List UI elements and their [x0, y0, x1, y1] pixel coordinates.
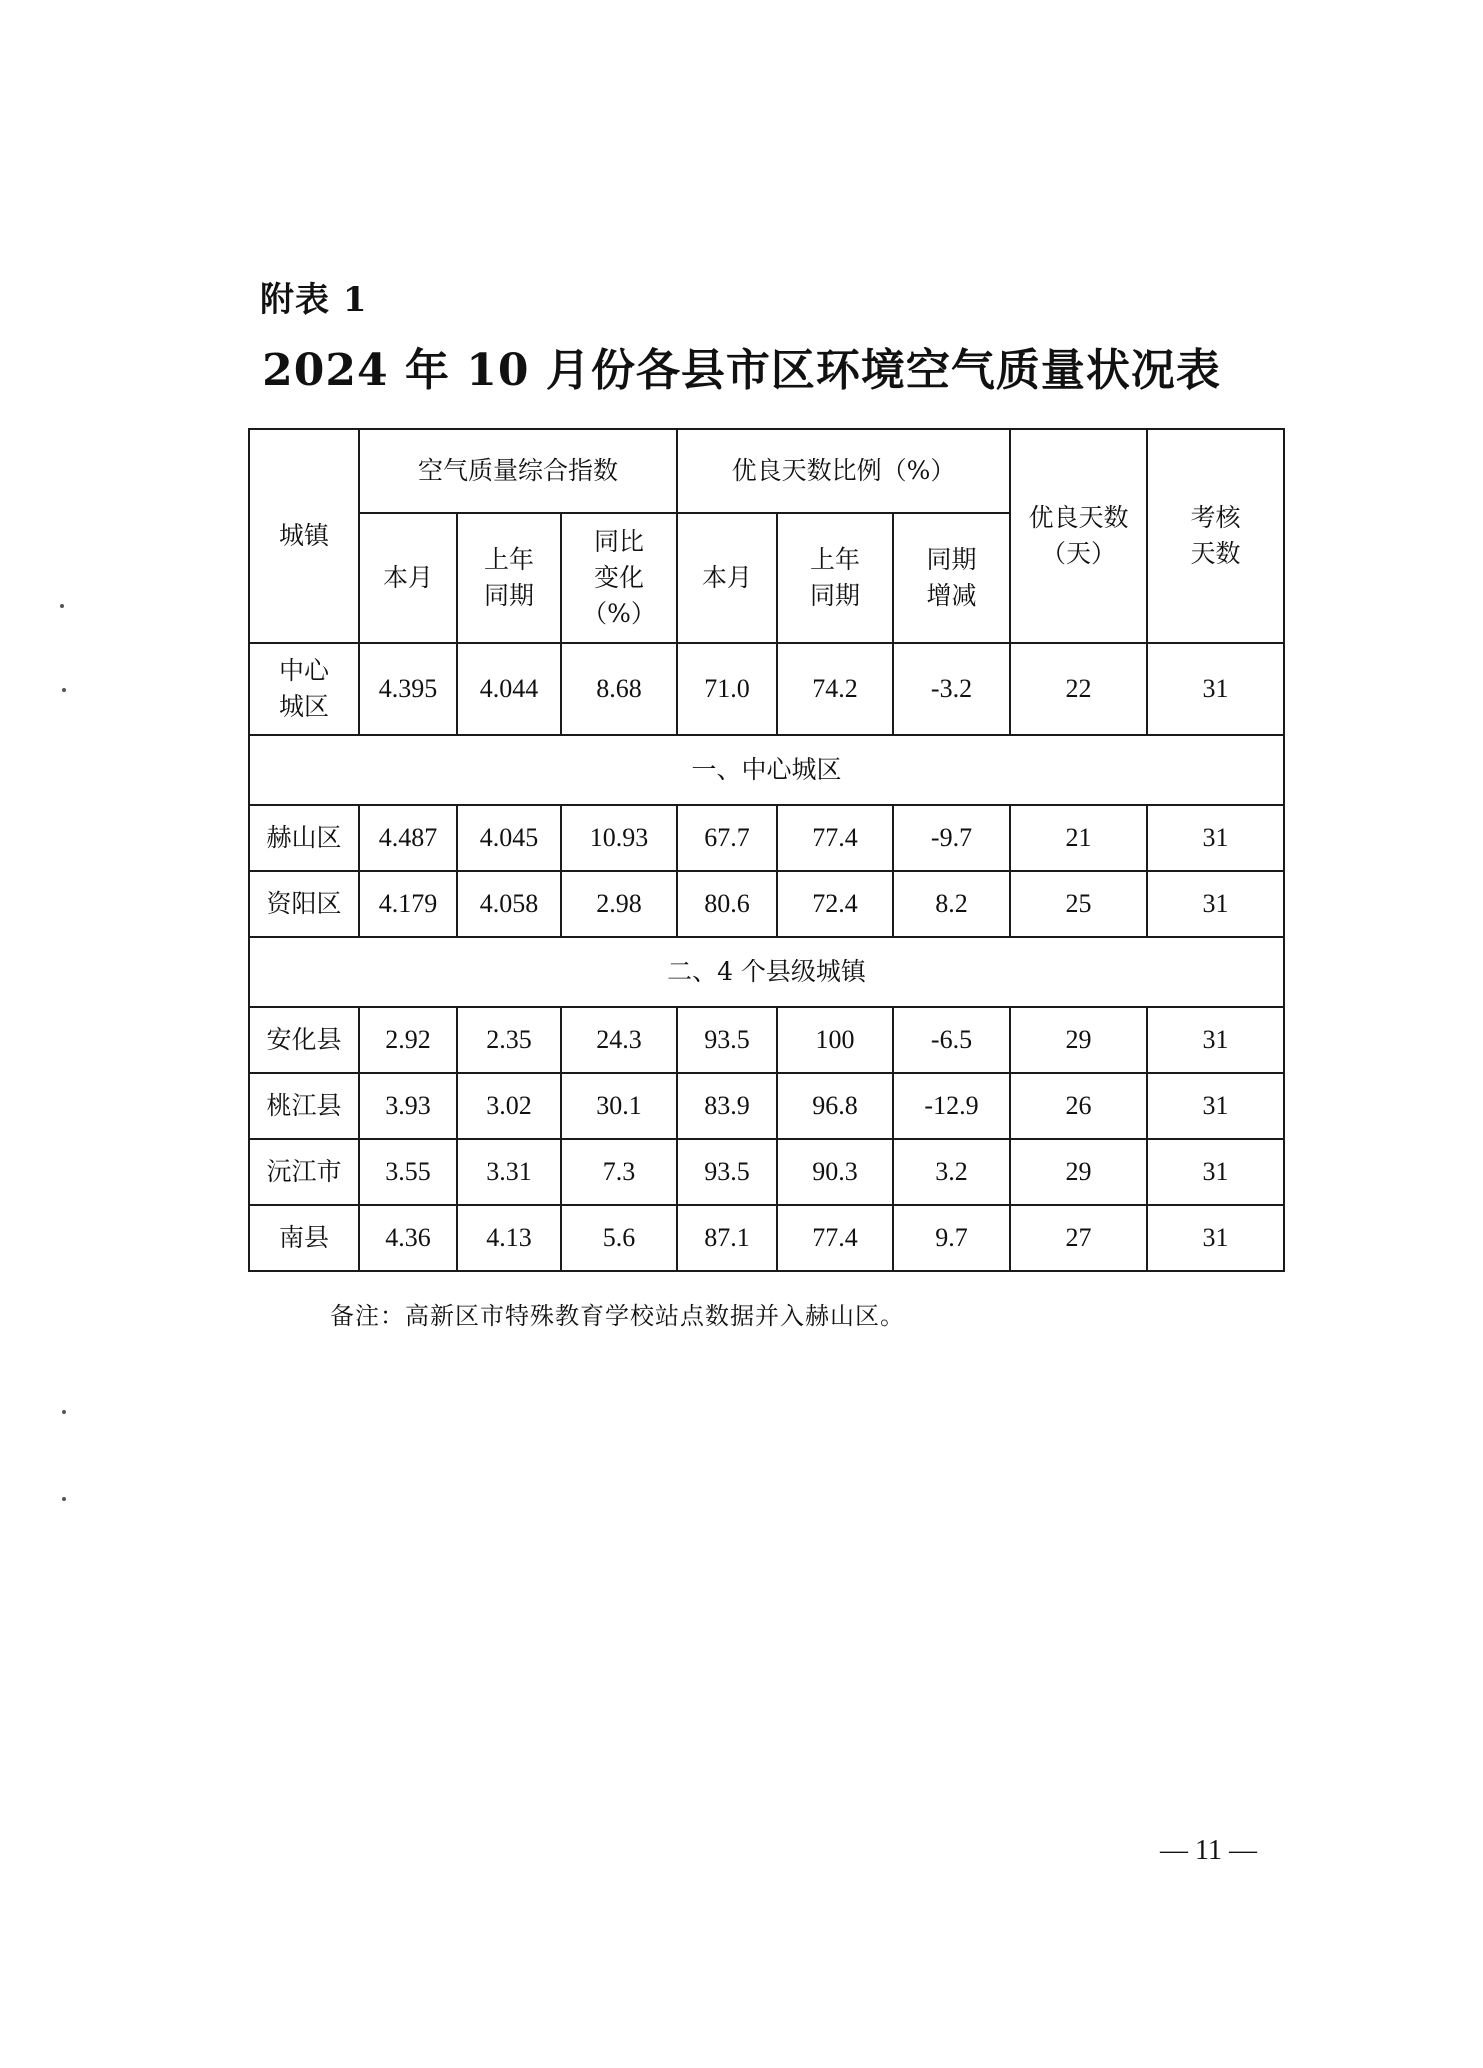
header-aqi-group: 空气质量综合指数 — [359, 429, 677, 513]
cell-ratio-last-year: 100 — [777, 1007, 893, 1073]
cell-ratio-last-year: 96.8 — [777, 1073, 893, 1139]
cell-aqi-last-year: 3.31 — [457, 1139, 561, 1205]
cell-aqi-this-month: 4.395 — [359, 643, 457, 735]
header-ratio-this-month: 本月 — [677, 513, 777, 643]
cell-ratio-change: 3.2 — [893, 1139, 1010, 1205]
header-aqi-this-month: 本月 — [359, 513, 457, 643]
cell-aqi-change: 5.6 — [561, 1205, 677, 1271]
header-row-1 — [249, 429, 1284, 513]
cell-assess-days: 31 — [1147, 643, 1284, 735]
cell-ratio-this-month: 80.6 — [677, 871, 777, 937]
cell-aqi-last-year: 4.044 — [457, 643, 561, 735]
cell-assess-days: 31 — [1147, 1205, 1284, 1271]
cell-ratio-change: 8.2 — [893, 871, 1010, 937]
scan-speck — [62, 688, 66, 692]
section-row — [249, 735, 1284, 805]
cell-aqi-this-month: 3.55 — [359, 1139, 457, 1205]
cell-aqi-change: 7.3 — [561, 1139, 677, 1205]
cell-ratio-change: 9.7 — [893, 1205, 1010, 1271]
cell-aqi-change: 2.98 — [561, 871, 677, 937]
cell-aqi-last-year: 4.045 — [457, 805, 561, 871]
attachment-label: 附表 1 — [260, 280, 368, 320]
cell-ratio-this-month: 93.5 — [677, 1007, 777, 1073]
table-remark: 备注：高新区市特殊教育学校站点数据并入赫山区。 — [330, 1302, 905, 1330]
table-row — [249, 805, 1284, 871]
cell-good-days: 26 — [1010, 1073, 1147, 1139]
cell-city: 桃江县 — [249, 1073, 359, 1139]
cell-aqi-last-year: 3.02 — [457, 1073, 561, 1139]
air-quality-table — [248, 428, 1285, 1272]
cell-ratio-change: -6.5 — [893, 1007, 1010, 1073]
cell-ratio-last-year: 77.4 — [777, 805, 893, 871]
cell-ratio-change: -3.2 — [893, 643, 1010, 735]
cell-ratio-change: -12.9 — [893, 1073, 1010, 1139]
page-number: — 11 — — [1160, 1835, 1257, 1866]
cell-ratio-this-month: 93.5 — [677, 1139, 777, 1205]
cell-assess-days: 31 — [1147, 805, 1284, 871]
cell-city: 中心 城区 — [249, 643, 359, 735]
table-row — [249, 1073, 1284, 1139]
header-assess-days: 考核 天数 — [1147, 429, 1284, 643]
cell-city: 赫山区 — [249, 805, 359, 871]
cell-good-days: 29 — [1010, 1007, 1147, 1073]
cell-assess-days: 31 — [1147, 1073, 1284, 1139]
cell-ratio-this-month: 67.7 — [677, 805, 777, 871]
header-ratio-last-year: 上年 同期 — [777, 513, 893, 643]
cell-aqi-change: 10.93 — [561, 805, 677, 871]
header-good-days: 优良天数 （天） — [1010, 429, 1147, 643]
header-good-ratio-group: 优良天数比例（%） — [677, 429, 1010, 513]
cell-good-days: 22 — [1010, 643, 1147, 735]
cell-city: 安化县 — [249, 1007, 359, 1073]
table-row — [249, 871, 1284, 937]
cell-aqi-this-month: 3.93 — [359, 1073, 457, 1139]
scan-speck — [62, 1497, 66, 1501]
cell-ratio-this-month: 87.1 — [677, 1205, 777, 1271]
scan-speck — [60, 604, 64, 608]
section-title: 二、4 个县级城镇 — [249, 937, 1284, 1007]
section-title: 一、中心城区 — [249, 735, 1284, 805]
cell-ratio-change: -9.7 — [893, 805, 1010, 871]
cell-ratio-last-year: 72.4 — [777, 871, 893, 937]
cell-aqi-last-year: 2.35 — [457, 1007, 561, 1073]
cell-good-days: 29 — [1010, 1139, 1147, 1205]
cell-aqi-last-year: 4.13 — [457, 1205, 561, 1271]
cell-ratio-last-year: 74.2 — [777, 643, 893, 735]
cell-aqi-change: 30.1 — [561, 1073, 677, 1139]
header-city: 城镇 — [249, 429, 359, 643]
cell-aqi-last-year: 4.058 — [457, 871, 561, 937]
section-row — [249, 937, 1284, 1007]
cell-ratio-last-year: 90.3 — [777, 1139, 893, 1205]
cell-aqi-this-month: 2.92 — [359, 1007, 457, 1073]
cell-ratio-this-month: 71.0 — [677, 643, 777, 735]
cell-good-days: 25 — [1010, 871, 1147, 937]
header-ratio-change: 同期 增减 — [893, 513, 1010, 643]
cell-city: 沅江市 — [249, 1139, 359, 1205]
cell-ratio-this-month: 83.9 — [677, 1073, 777, 1139]
cell-aqi-change: 8.68 — [561, 643, 677, 735]
scan-speck — [62, 1410, 66, 1414]
cell-city: 南县 — [249, 1205, 359, 1271]
table-row — [249, 1205, 1284, 1271]
cell-aqi-this-month: 4.487 — [359, 805, 457, 871]
table-row — [249, 1007, 1284, 1073]
cell-assess-days: 31 — [1147, 1007, 1284, 1073]
header-aqi-last-year: 上年 同期 — [457, 513, 561, 643]
cell-assess-days: 31 — [1147, 871, 1284, 937]
table-row — [249, 1139, 1284, 1205]
cell-aqi-this-month: 4.179 — [359, 871, 457, 937]
cell-aqi-change: 24.3 — [561, 1007, 677, 1073]
header-aqi-change: 同比 变化 （%） — [561, 513, 677, 643]
cell-good-days: 21 — [1010, 805, 1147, 871]
cell-assess-days: 31 — [1147, 1139, 1284, 1205]
cell-aqi-this-month: 4.36 — [359, 1205, 457, 1271]
cell-ratio-last-year: 77.4 — [777, 1205, 893, 1271]
cell-good-days: 27 — [1010, 1205, 1147, 1271]
document-title: 2024 年 10 月份各县市区环境空气质量状况表 — [262, 345, 1221, 396]
cell-city: 资阳区 — [249, 871, 359, 937]
table-row-central — [249, 643, 1284, 735]
